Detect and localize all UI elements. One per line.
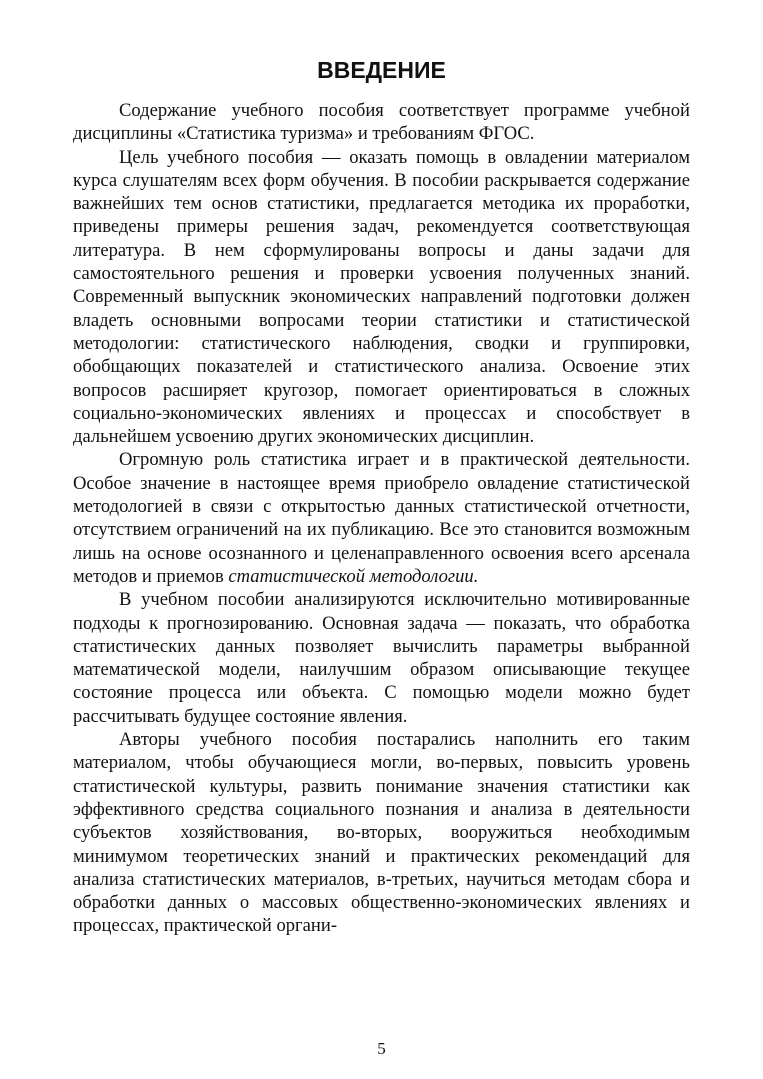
paragraph-5: Авторы учебного пособия постарались наполнить его таким материалом, чтобы обучающиеся могли, во-первых, повысить уровень статистической культуры, развить понимание значения статистики как эффективного средства социального познания и анализа в деятельности субъектов хозяйствования, во-вторых, вооружиться необходимым минимумом теоретических знаний и практических рекомендаций для анализа статистических материалов, в-третьих, научиться методам сбора и обработки данных о массовых общественно-экономических явлениях и процессах, практической органи- xyxy=(73,729,690,937)
page-title: ВВЕДЕНИЕ xyxy=(317,57,446,83)
paragraph-2: Цель учебного пособия — оказать помощь в овладении материалом курса слушателям всех форм обучения. В пособии раскрывается содержание важнейших тем основ статистики, предлагается методика их проработки, приведены примеры решения задач, рекомендуется соответствующая литература. В нем сформулированы вопросы и даны задачи для самостоятельного решения и проверки усвоения полученных знаний. Современный выпускник экономических направлений подготовки должен владеть основными вопросами теории статистики и статистической методологии: статистического наблюдения, сводки и группировки, обобщающих показателей и статистического анализа. Освоение этих вопросов расширяет кругозор, помогает ориентироваться в сложных социально-экономических явлениях и процессах и способствует в дальнейшем усвоению других экономических дисциплин. xyxy=(73,146,690,448)
paragraph-3 xyxy=(73,448,690,588)
body-text xyxy=(73,99,690,938)
paragraph-3-emphasis: статистической методологии. xyxy=(228,565,479,587)
paragraph-1: Содержание учебного пособия соответствует программе учебной дисциплины «Статистика туризма» и требованиям ФГОС. xyxy=(73,100,690,145)
paragraph-3-text: Огромную роль статистика играет и в практической деятельности. Особое значение в настоящее время приобрело овладение статистической методологией в связи с открытостью данных статистической отчетности, отсутствием ограничений на их публикацию. Все это становится возможным лишь на основе осознанного и целенаправленного освоения всего арсенала методов и приемов xyxy=(73,449,690,587)
page-number: 5 xyxy=(377,1039,386,1058)
paragraph-4: В учебном пособии анализируются исключительно мотивированные подходы к прогнозированию. Основная задача — показать, что обработка статистических данных позволяет вычислить параметры выбранной математической модели, наилучшим образом описывающие текущее состояние процесса или объекта. С помощью модели можно будет рассчитывать будущее состояние явления. xyxy=(73,589,690,727)
